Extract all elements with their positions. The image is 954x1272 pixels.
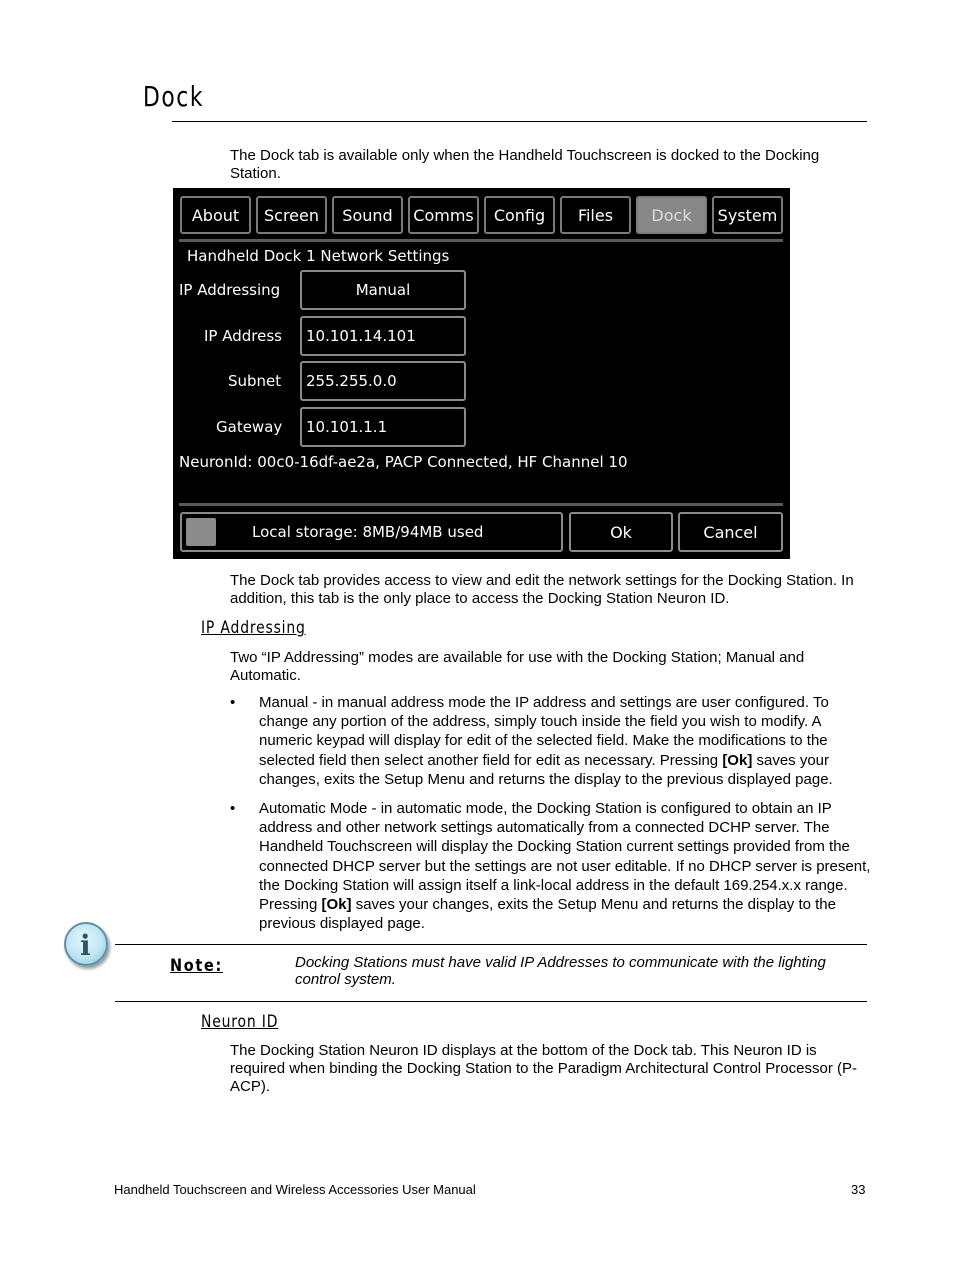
cancel-button[interactable]: Cancel	[678, 512, 783, 552]
neuron-id-heading: Neuron ID	[201, 1012, 279, 1032]
manual-mode-item	[259, 693, 871, 789]
page-number: 33	[851, 1182, 866, 1197]
title-divider	[172, 121, 867, 122]
subnet-field[interactable]: 255.255.0.0	[300, 361, 466, 401]
storage-indicator-icon	[186, 518, 216, 546]
ip-addressing-select[interactable]: Manual	[300, 270, 466, 310]
ip-addressing-label: IP Addressing	[179, 281, 281, 299]
storage-text: Local storage: 8MB/94MB used	[252, 523, 484, 541]
tab-comms[interactable]: Comms	[408, 196, 479, 234]
tab-screen[interactable]: Screen	[256, 196, 327, 234]
gateway-field[interactable]: 10.101.1.1	[300, 407, 466, 447]
tab-dock[interactable]: Dock	[636, 196, 707, 234]
ok-reference: [Ok]	[321, 896, 352, 914]
subnet-label: Subnet	[228, 372, 282, 390]
dock-tab-screenshot	[173, 188, 790, 559]
note-bottom-rule	[115, 1001, 867, 1002]
ip-address-label: IP Address	[204, 327, 282, 345]
note-label: Note:	[170, 956, 224, 976]
ip-addressing-heading: IP Addressing	[201, 618, 306, 638]
manual-text-end: saves your changes, exits the Setup Menu and returns the display to the previous displayed page.	[259, 751, 833, 788]
note-info-icon: i	[64, 922, 108, 966]
automatic-text-end: saves your changes, exits the Setup Menu and returns the display to the previous displayed page.	[259, 896, 836, 933]
ip-address-field[interactable]: 10.101.14.101	[300, 316, 466, 356]
tab-sound[interactable]: Sound	[332, 196, 403, 234]
after-figure-paragraph: The Dock tab provides access to view and edit the network settings for the Docking Station. In addition, this tab is the only place to access the Docking Station Neuron ID.	[230, 572, 854, 607]
tab-system[interactable]: System	[712, 196, 783, 234]
automatic-mode-item	[259, 799, 871, 933]
footer-title: Handheld Touchscreen and Wireless Accessories User Manual	[114, 1182, 476, 1197]
tab-divider	[179, 239, 783, 242]
manual-text: Manual - in manual address mode the IP address and settings are user configured. To change any portion of the address, simply touch inside the field you wish to modify. A numeric keypad will display for edit of the selected field. Make the modifications to the selected field then select another field for edit as necessary. Pressing	[259, 694, 829, 769]
section-title: Handheld Dock 1 Network Settings	[187, 247, 450, 265]
tab-about[interactable]: About	[180, 196, 251, 234]
bullet-marker: •	[230, 694, 236, 711]
automatic-text: Automatic Mode - in automatic mode, the Docking Station is configured to obtain an IP address and other network settings automatically from a connected DCHP server. The Handheld Touchscreen will display the Docking Station current settings provided from the connected DHCP server but the settings are not user editable. If no DHCP server is present, the Docking Station will assign itself a link-local address in the default 169.254.x.x range. Pressing	[259, 800, 871, 914]
gateway-label: Gateway	[216, 418, 283, 436]
footer-divider	[179, 503, 783, 506]
ok-reference: [Ok]	[722, 751, 753, 769]
ok-button[interactable]: Ok	[569, 512, 673, 552]
bullet-marker: •	[230, 800, 236, 817]
tab-config[interactable]: Config	[484, 196, 555, 234]
neuron-id-status: NeuronId: 00c0-16df-ae2a, PACP Connected, HF Channel 10	[179, 453, 628, 471]
ip-addressing-intro: Two “IP Addressing” modes are available for use with the Docking Station; Manual and Automatic.	[230, 649, 805, 684]
note-text: Docking Stations must have valid IP Addresses to communicate with the lighting control system.	[295, 954, 826, 988]
note-top-rule	[115, 944, 867, 945]
storage-bar	[180, 512, 563, 552]
page-title: Dock	[143, 80, 205, 113]
tab-files[interactable]: Files	[560, 196, 631, 234]
intro-paragraph: The Dock tab is available only when the Handheld Touchscreen is docked to the Docking Station.	[230, 147, 820, 182]
neuron-id-paragraph: The Docking Station Neuron ID displays at the bottom of the Dock tab. This Neuron ID is required when binding the Docking Station to the Paradigm Architectural Control Processor (P-ACP).	[230, 1042, 857, 1095]
